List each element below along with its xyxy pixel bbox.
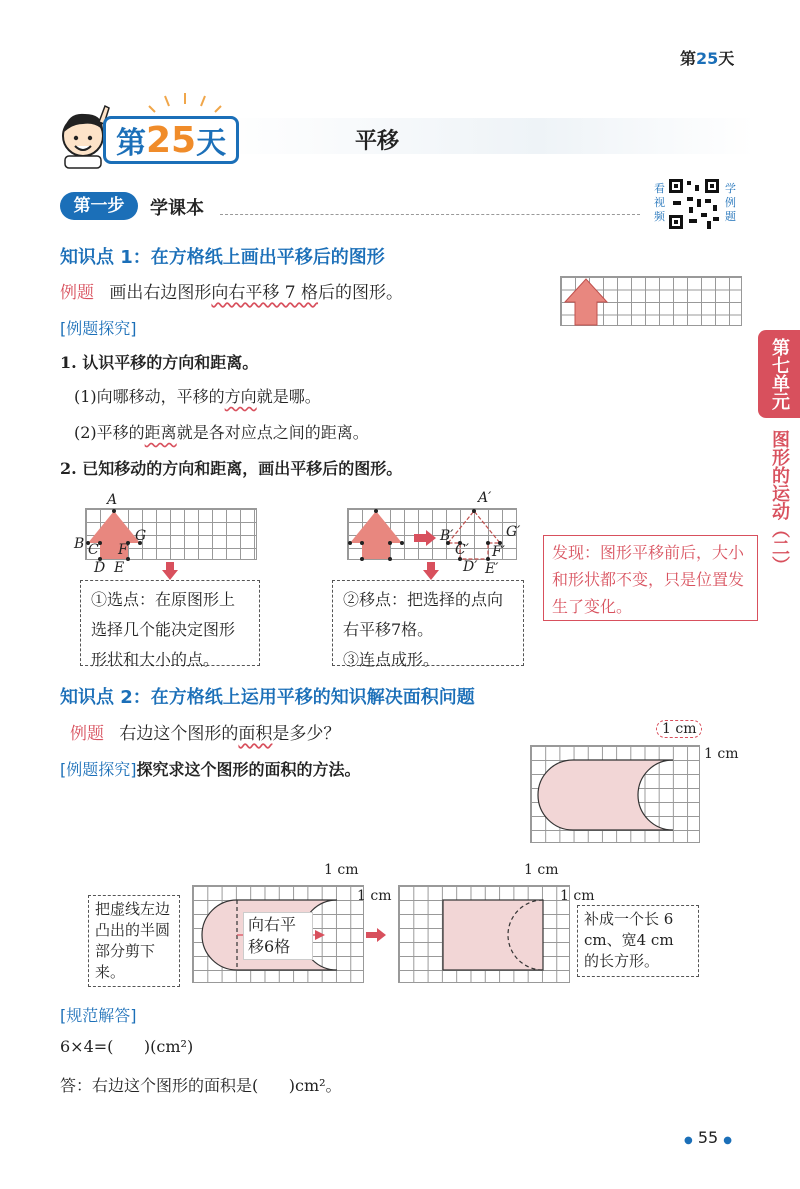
original-arrow — [86, 509, 258, 561]
banner-title-box: 第 25 天 — [103, 116, 239, 164]
right-arrow-icon — [414, 530, 436, 546]
label-E-prime: E′ — [485, 561, 499, 577]
area-shape — [531, 746, 701, 844]
label-B-prime: B′ — [440, 528, 454, 544]
arrow-shape — [561, 277, 743, 327]
kp1-step1b: (2)平移的距离就是各对应点之间的距离。 — [74, 423, 369, 442]
equation[interactable]: 6×4=( )(cm²) — [60, 1037, 194, 1056]
kp1-step1: 1. 认识平移的方向和距离。 — [60, 353, 259, 372]
step-badge: 第一步 — [60, 192, 138, 220]
kp1-example: 例题 画出右边图形向右平移 7 格后的图形。 — [60, 283, 404, 303]
unit-length-label-3: 1 cm — [524, 862, 559, 878]
label-G: G — [135, 528, 147, 544]
cut-semicircle-box: 把虚线左边凸出的半圆部分剪下来。 — [88, 895, 180, 987]
unit-badge: 第七单元 — [758, 330, 800, 418]
qr-caption-right: 学 例 题 — [725, 182, 736, 223]
right-arrow-icon-2 — [366, 928, 386, 942]
label-E: E — [114, 560, 125, 576]
banner-fade — [215, 118, 755, 154]
kp2-explore: [例题探究]探究求这个图形的面积的方法。 — [60, 760, 361, 779]
label-A-prime: A′ — [478, 490, 492, 506]
step-bar — [60, 192, 640, 222]
kp1-explore-tag: [例题探究] — [60, 319, 137, 338]
shift-label: 向右平移6格 — [243, 912, 313, 960]
label-G-prime: G′ — [506, 524, 521, 540]
complete-rectangle-box: 补成一个长 6 cm、宽4 cm 的长方形。 — [577, 905, 699, 977]
side-tab — [758, 330, 800, 580]
rectangle-result — [399, 886, 571, 984]
kp1-title: 知识点 1：在方格纸上画出平移后的图形 — [60, 247, 385, 268]
sunrays-icon — [145, 92, 225, 116]
shift-grid-right — [398, 885, 570, 983]
unit-width-label-2: 1 cm — [357, 888, 392, 904]
area-example-grid — [530, 745, 700, 843]
step-underline — [220, 214, 640, 215]
qr-caption-left: 看 视 频 — [654, 182, 665, 223]
down-arrow-icon-2 — [423, 562, 439, 580]
kp1-step1a: (1)向哪移动，平移的方向就是哪。 — [74, 387, 321, 406]
label-D: D — [94, 560, 106, 576]
answer-tag: [规范解答] — [60, 1006, 137, 1025]
unit-length-label-2: 1 cm — [324, 862, 359, 878]
kp1-example-grid — [560, 276, 742, 326]
label-C-prime: C′ — [455, 542, 469, 558]
discovery-box: 发现：图形平移前后，大小和形状都不变，只是位置发生了变化。 — [543, 535, 758, 621]
unit-topic: 图形的运动（二） — [769, 430, 790, 574]
select-points-box: ①选点：在原图形上选择几个能决定图形形状和大小的点。 — [80, 580, 260, 666]
qr-code-icon[interactable] — [667, 177, 721, 231]
page-number: ● 55 ● — [684, 1128, 733, 1147]
running-header: 第25天 — [680, 49, 735, 68]
step-title: 学课本 — [150, 198, 204, 219]
label-D-prime: D′ — [463, 559, 478, 575]
label-B: B — [74, 536, 85, 552]
dot-icon: ● — [684, 1135, 693, 1146]
kp2-title: 知识点 2：在方格纸上运用平移的知识解决面积问题 — [60, 687, 475, 708]
kp1-step2: 2. 已知移动的方向和距离，画出平移后的图形。 — [60, 459, 403, 478]
down-arrow-icon — [162, 562, 178, 580]
lesson-topic: 平移 — [355, 129, 400, 154]
label-C: C — [88, 542, 99, 558]
move-points-box: ②移点：把选择的点向右平移7格。 ③连点成形。 — [332, 580, 524, 666]
unit-length-label: 1 cm — [656, 720, 702, 738]
day-banner — [55, 100, 755, 170]
label-A: A — [107, 492, 118, 508]
unit-width-label: 1 cm — [704, 746, 739, 762]
original-shape-grid — [85, 508, 257, 560]
answer-line[interactable]: 答：右边这个图形的面积是( )cm²。 — [60, 1076, 342, 1095]
dot-icon-2: ● — [723, 1135, 733, 1146]
label-F-prime: F′ — [492, 544, 505, 560]
unit-width-label-3: 1 cm — [560, 888, 595, 904]
kp2-example: 例题 右边这个图形的面积是多少？ — [70, 724, 341, 744]
label-F: F — [118, 542, 128, 558]
